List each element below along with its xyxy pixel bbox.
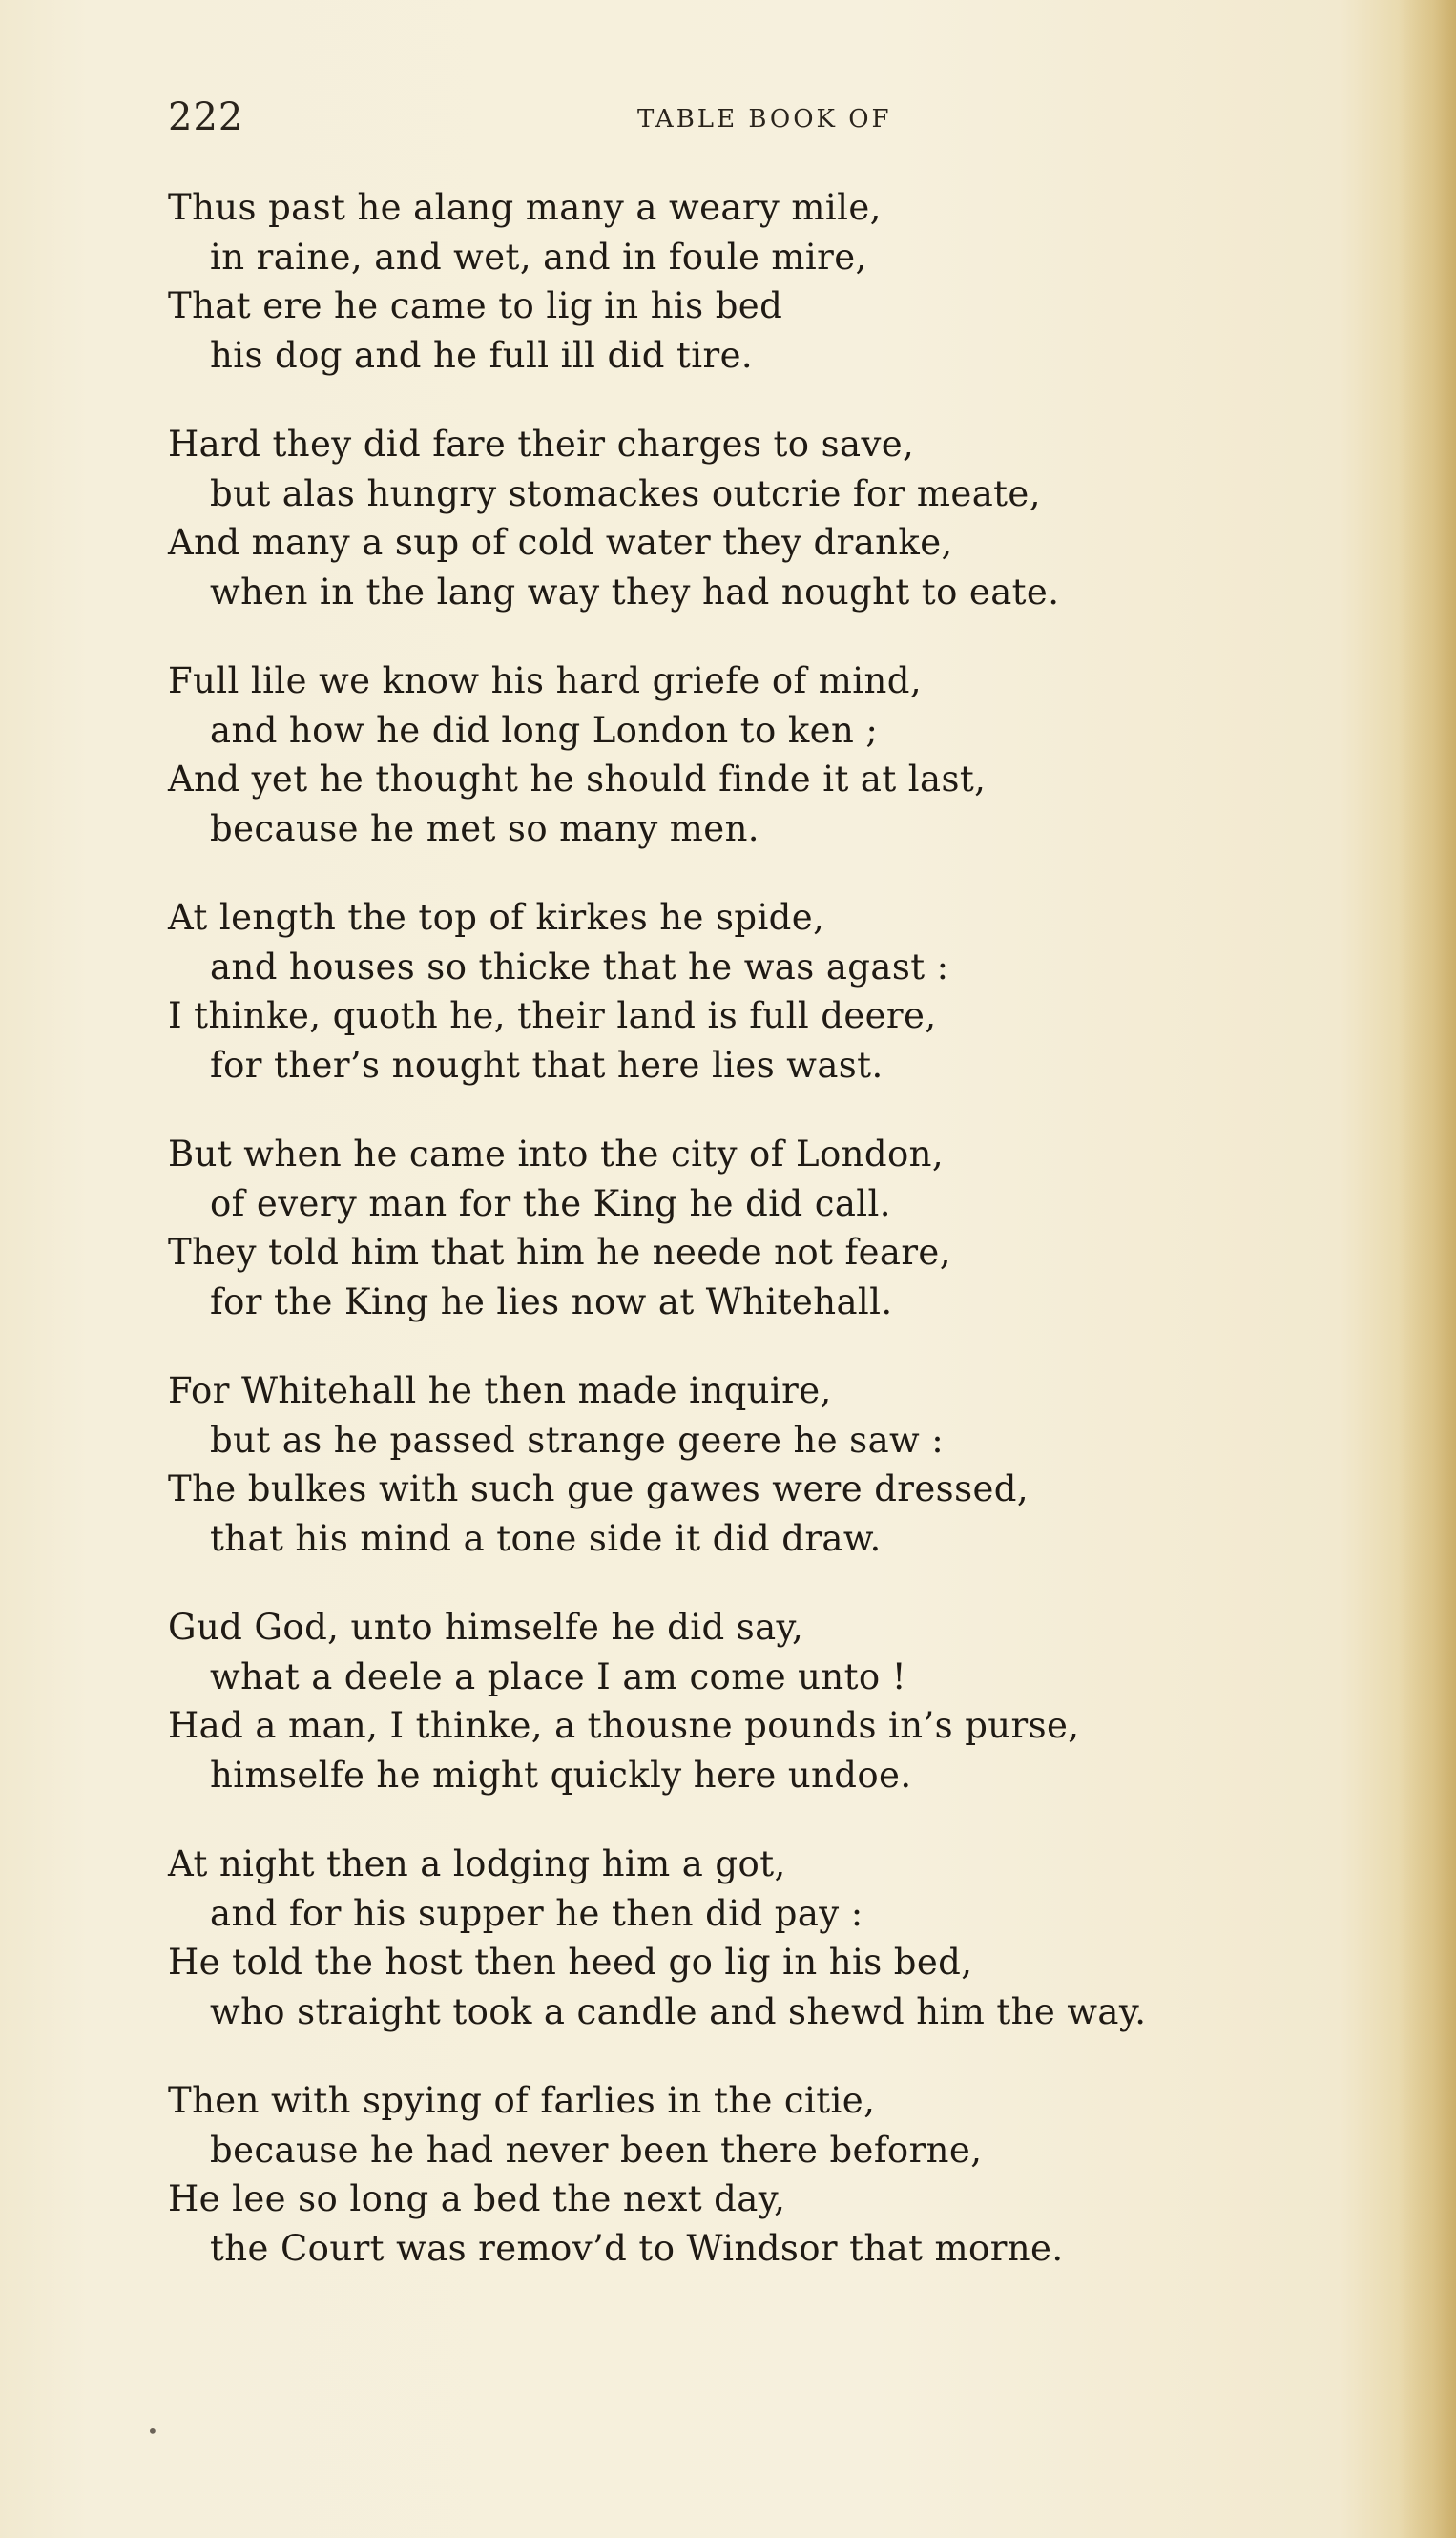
stanza <box>168 1130 1294 1326</box>
poem-line: The bulkes with such gue gawes were dressed, <box>168 1468 1030 1509</box>
poem-line: for the King he lies now at Whitehall. <box>210 1280 893 1322</box>
poem-line: He told the host then heed go lig in his bed, <box>168 1942 973 1983</box>
page-edge-shadow <box>1399 0 1456 2538</box>
poem-line: That ere he came to lig in his bed <box>168 285 783 326</box>
poem-line: of every man for the King he did call. <box>210 1182 891 1224</box>
poem-line: and for his supper he then did pay : <box>210 1892 863 1934</box>
poem-line: And many a sup of cold water they dranke, <box>168 522 953 563</box>
page-number: 222 <box>168 95 244 139</box>
poem-line: Then with spying of farlies in the citie, <box>168 2080 876 2121</box>
poem-line: for ther’s nought that here lies wast. <box>210 1044 884 1086</box>
poem-line: who straight took a candle and shewd him the way. <box>210 1990 1147 2032</box>
stanza <box>168 183 1294 380</box>
poem-line: At night then a lodging him a got, <box>168 1843 786 1884</box>
poem-line: Full lile we know his hard griefe of mind, <box>168 660 922 701</box>
poem-line: He lee so long a bed the next day, <box>168 2178 786 2219</box>
poem-line: And yet he thought he should finde it at last, <box>168 759 987 800</box>
poem-line: but alas hungry stomackes outcrie for meate, <box>210 472 1041 514</box>
poem-line: the Court was remov’d to Windsor that morne. <box>210 2227 1064 2269</box>
poem-line: what a deele a place I am come unto ! <box>210 1655 907 1697</box>
poem-line: in raine, and wet, and in foule mire, <box>210 236 867 278</box>
poem-line: when in the lang way they had nought to eate. <box>210 571 1060 613</box>
stanza <box>168 1603 1294 1799</box>
poem-line: because he met so many men. <box>210 807 759 849</box>
poem-line: himselfe he might quickly here undoe. <box>210 1754 912 1796</box>
stanza <box>168 1840 1294 2036</box>
poem-line: because he had never been there beforne, <box>210 2129 983 2171</box>
poem-line: They told him that him he neede not feare, <box>168 1232 951 1273</box>
poem-line: his dog and he full ill did tire. <box>210 334 754 376</box>
paper-speck-mark: • <box>147 2420 158 2443</box>
poem <box>168 183 1294 2313</box>
poem-line: Thus past he alang many a weary mile, <box>168 187 882 228</box>
poem-line: Had a man, I thinke, a thousne pounds in’s purse, <box>168 1705 1080 1746</box>
poem-line: Gud God, unto himselfe he did say, <box>168 1607 804 1648</box>
stanza <box>168 893 1294 1090</box>
poem-line: For Whitehall he then made inquire, <box>168 1370 832 1411</box>
stanza <box>168 420 1294 616</box>
poem-line: Hard they did fare their charges to save, <box>168 424 915 465</box>
poem-line: that his mind a tone side it did draw. <box>210 1517 882 1559</box>
poem-line: and how he did long London to ken ; <box>210 709 879 751</box>
running-title: TABLE BOOK OF <box>637 105 892 134</box>
stanza <box>168 656 1294 853</box>
poem-line: and houses so thicke that he was agast : <box>210 946 949 988</box>
poem-line: but as he passed strange geere he saw : <box>210 1419 945 1461</box>
stanza <box>168 2076 1294 2273</box>
poem-line: I thinke, quoth he, their land is full deere, <box>168 995 937 1036</box>
stanza <box>168 1366 1294 1563</box>
poem-line: But when he came into the city of London, <box>168 1134 945 1175</box>
poem-line: At length the top of kirkes he spide, <box>168 897 825 938</box>
